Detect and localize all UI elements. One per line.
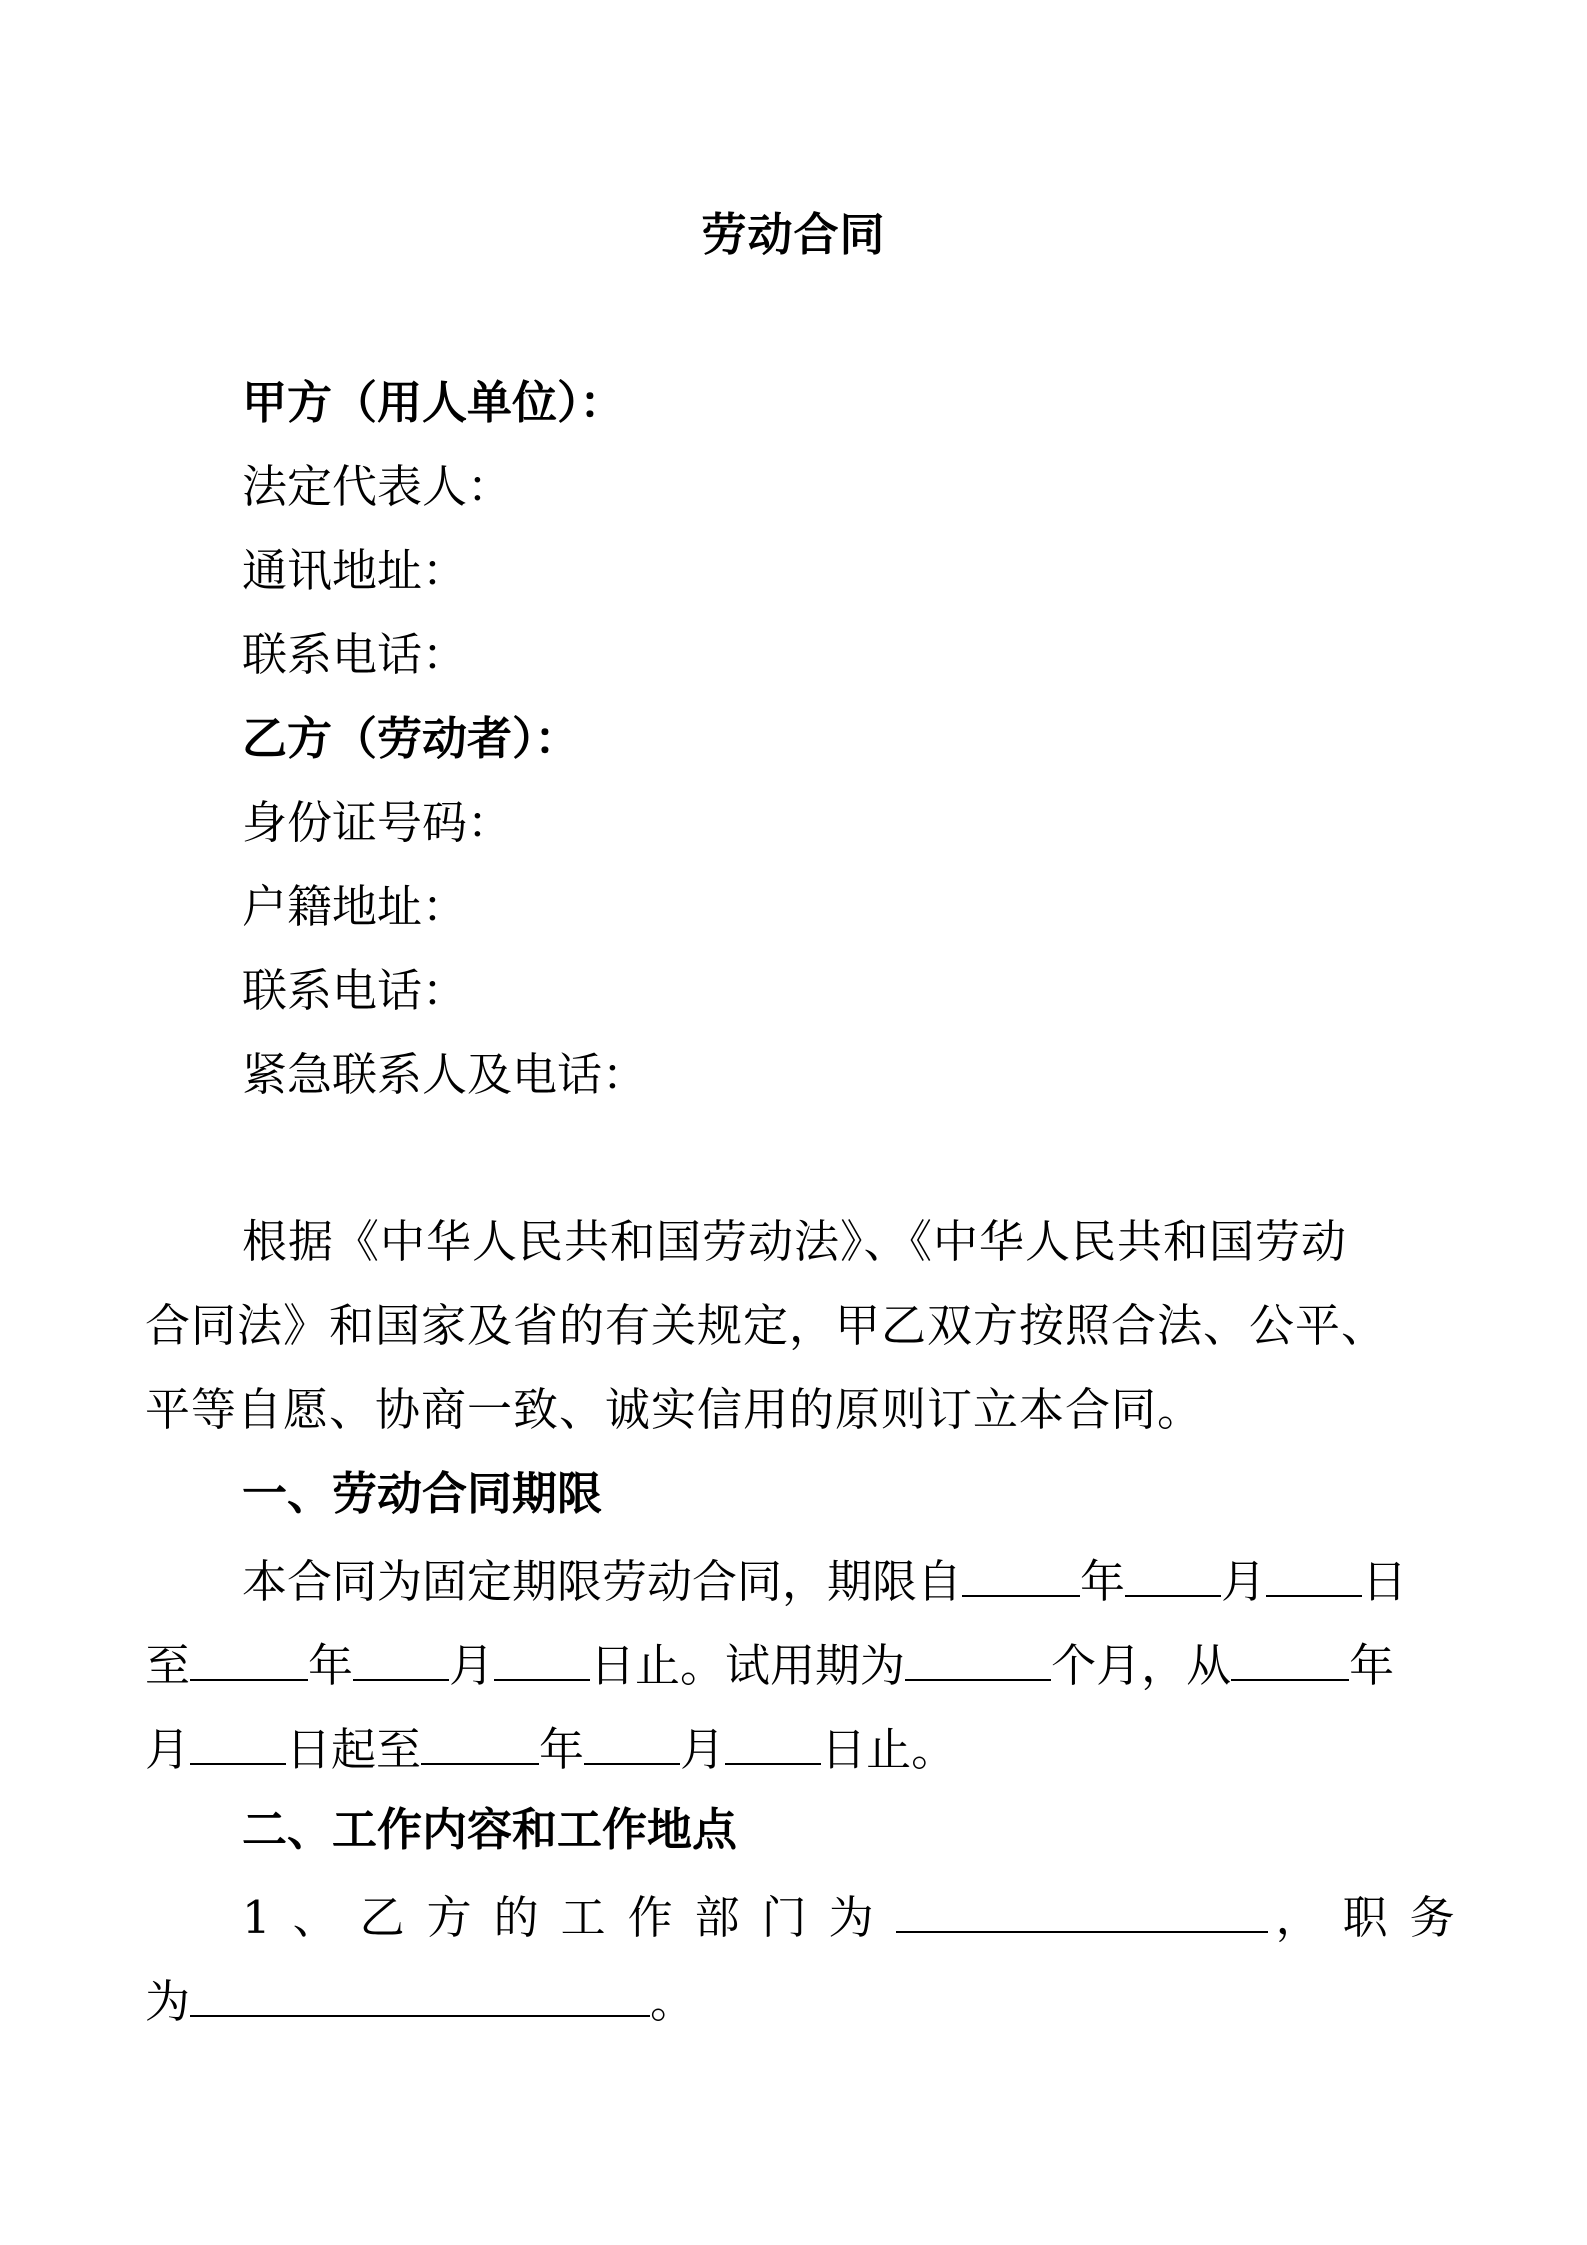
- probation-end-year-blank: [421, 1711, 539, 1765]
- end-day-blank: [494, 1627, 590, 1681]
- probation-label: 日止。试用期为: [590, 1639, 906, 1692]
- term-line-2: [145, 1627, 1445, 1701]
- probation-start-day-blank: [190, 1711, 286, 1765]
- preamble-line-1: 根据《中华人民共和国劳动法》、《中华人民共和国劳动: [242, 1215, 1348, 1268]
- end-label: 日止。: [821, 1723, 957, 1776]
- year-label: 年: [539, 1723, 585, 1776]
- to-label: 至: [145, 1639, 191, 1692]
- months-from-label: 个月，从: [1051, 1639, 1232, 1692]
- end-month-blank: [353, 1627, 449, 1681]
- probation-end-day-blank: [725, 1711, 821, 1765]
- page-title: 劳动合同: [701, 208, 886, 261]
- section-1-heading: 一、劳动合同期限: [242, 1467, 603, 1520]
- position-blank: [190, 1963, 650, 2017]
- probation-end-month-blank: [584, 1711, 680, 1765]
- party-b-label: 乙方（劳动者）：: [242, 712, 580, 765]
- position-label: ，职务: [1275, 1891, 1477, 1944]
- term-line-1: [242, 1543, 1542, 1617]
- month-label: 月: [449, 1639, 495, 1692]
- term-line-1-text: 本合同为固定期限劳动合同，期限自: [242, 1555, 963, 1608]
- work-dept-label: 1、乙方的工作部门为: [242, 1891, 896, 1944]
- work-position-line: [145, 1963, 1445, 2037]
- party-a-label: 甲方（用人单位）：: [242, 376, 625, 429]
- work-dept-line: [242, 1879, 1542, 1953]
- party-b-emergency-contact: 紧急联系人及电话：: [242, 1048, 648, 1101]
- party-b-phone: 联系电话：: [242, 964, 468, 1017]
- year-label: 年: [1080, 1555, 1126, 1608]
- party-b-household-address: 户籍地址：: [242, 880, 468, 933]
- month-label: 月: [1221, 1555, 1267, 1608]
- party-a-address: 通讯地址：: [242, 544, 468, 597]
- party-a-legal-rep: 法定代表人：: [242, 460, 513, 513]
- section-2-heading: 二、工作内容和工作地点: [242, 1803, 738, 1856]
- preamble-line-2: 合同法》和国家及省的有关规定，甲乙双方按照合法、公平、: [145, 1299, 1388, 1352]
- department-blank: [896, 1879, 1268, 1933]
- month-label: 月: [680, 1723, 726, 1776]
- preamble-line-3: 平等自愿、协商一致、诚实信用的原则订立本合同。: [145, 1383, 1204, 1436]
- day-from-label: 日起至: [286, 1723, 422, 1776]
- year-label: 年: [308, 1639, 354, 1692]
- probation-months-blank: [905, 1627, 1051, 1681]
- month-label: 月: [145, 1723, 191, 1776]
- period-mark: 。: [650, 1975, 696, 2028]
- start-day-blank: [1266, 1543, 1362, 1597]
- year-label: 年: [1349, 1639, 1395, 1692]
- day-label: 日: [1362, 1555, 1408, 1608]
- party-b-id-number: 身份证号码：: [242, 796, 513, 849]
- party-a-phone: 联系电话：: [242, 628, 468, 681]
- probation-start-year-blank: [1231, 1627, 1349, 1681]
- start-year-blank: [962, 1543, 1080, 1597]
- position-for-label: 为: [145, 1975, 191, 2028]
- term-line-3: [145, 1711, 1445, 1785]
- end-year-blank: [190, 1627, 308, 1681]
- start-month-blank: [1125, 1543, 1221, 1597]
